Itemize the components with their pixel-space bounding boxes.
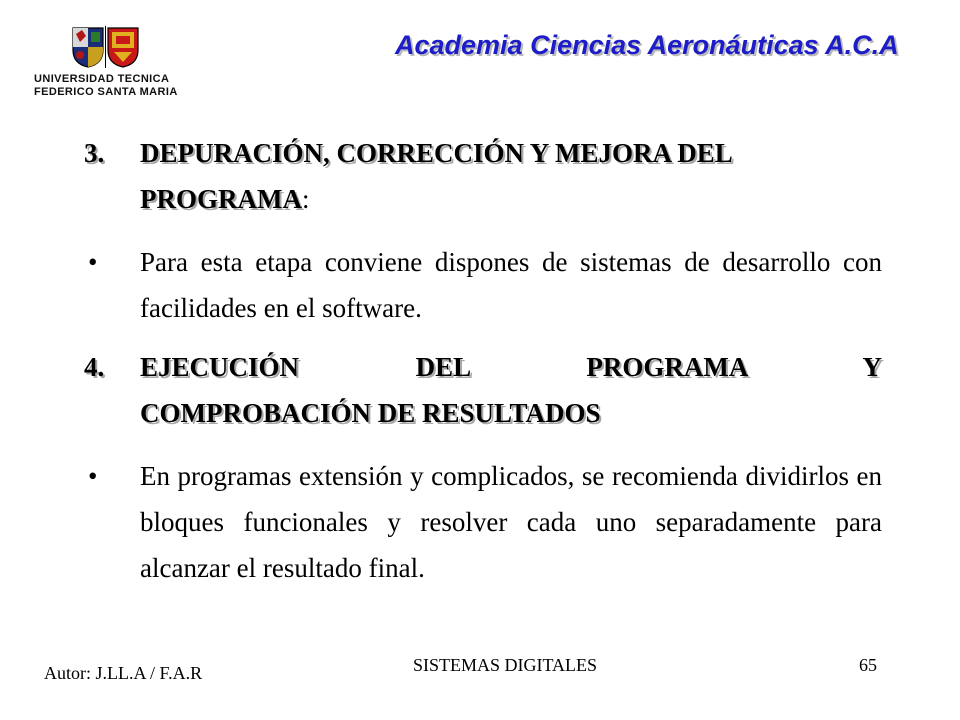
section-4-number: 4.: [84, 352, 105, 382]
footer-subject: SISTEMAS DIGITALES: [413, 655, 598, 675]
footer-author: Autor: J.LL.A / F.A.R: [44, 663, 203, 683]
section-3: [84, 130, 882, 222]
university-crest-icon: [70, 26, 142, 68]
bullet-1: [84, 239, 882, 331]
bullet-1-text: Para esta etapa conviene dispones de sistemas de desarrollo con facilidades en el software.: [140, 247, 882, 323]
university-logo: [34, 26, 184, 102]
bullet-1-mark: •: [88, 247, 98, 277]
section-3-heading-line2: PROGRAMA: [140, 184, 302, 214]
bullet-2: [84, 453, 882, 591]
university-name-line1: UNIVERSIDAD TECNICA: [34, 73, 170, 85]
section-3-number: 3.: [84, 138, 105, 168]
section-3-colon: :: [301, 184, 310, 214]
bullet-2-mark: •: [88, 461, 98, 491]
section-3-heading-line1: DEPURACIÓN, CORRECCIÓN Y MEJORA DEL: [140, 138, 733, 168]
section-4-heading-line1: EJECUCIÓN DEL PROGRAMA Y: [140, 352, 882, 382]
bullet-2-text: En programas extensión y complicados, se recomienda dividirlos en bloques funcionales y resolver cada uno separadamente para alcanzar el resultado final.: [140, 461, 882, 583]
page-number: 65: [859, 655, 877, 675]
section-4-heading-line2: COMPROBACIÓN DE RESULTADOS: [140, 398, 601, 428]
section-4: [84, 344, 882, 436]
institution-title: Academia Ciencias Aeronáuticas A.C.A: [395, 30, 899, 60]
university-name-line2: FEDERICO SANTA MARIA: [34, 86, 178, 98]
